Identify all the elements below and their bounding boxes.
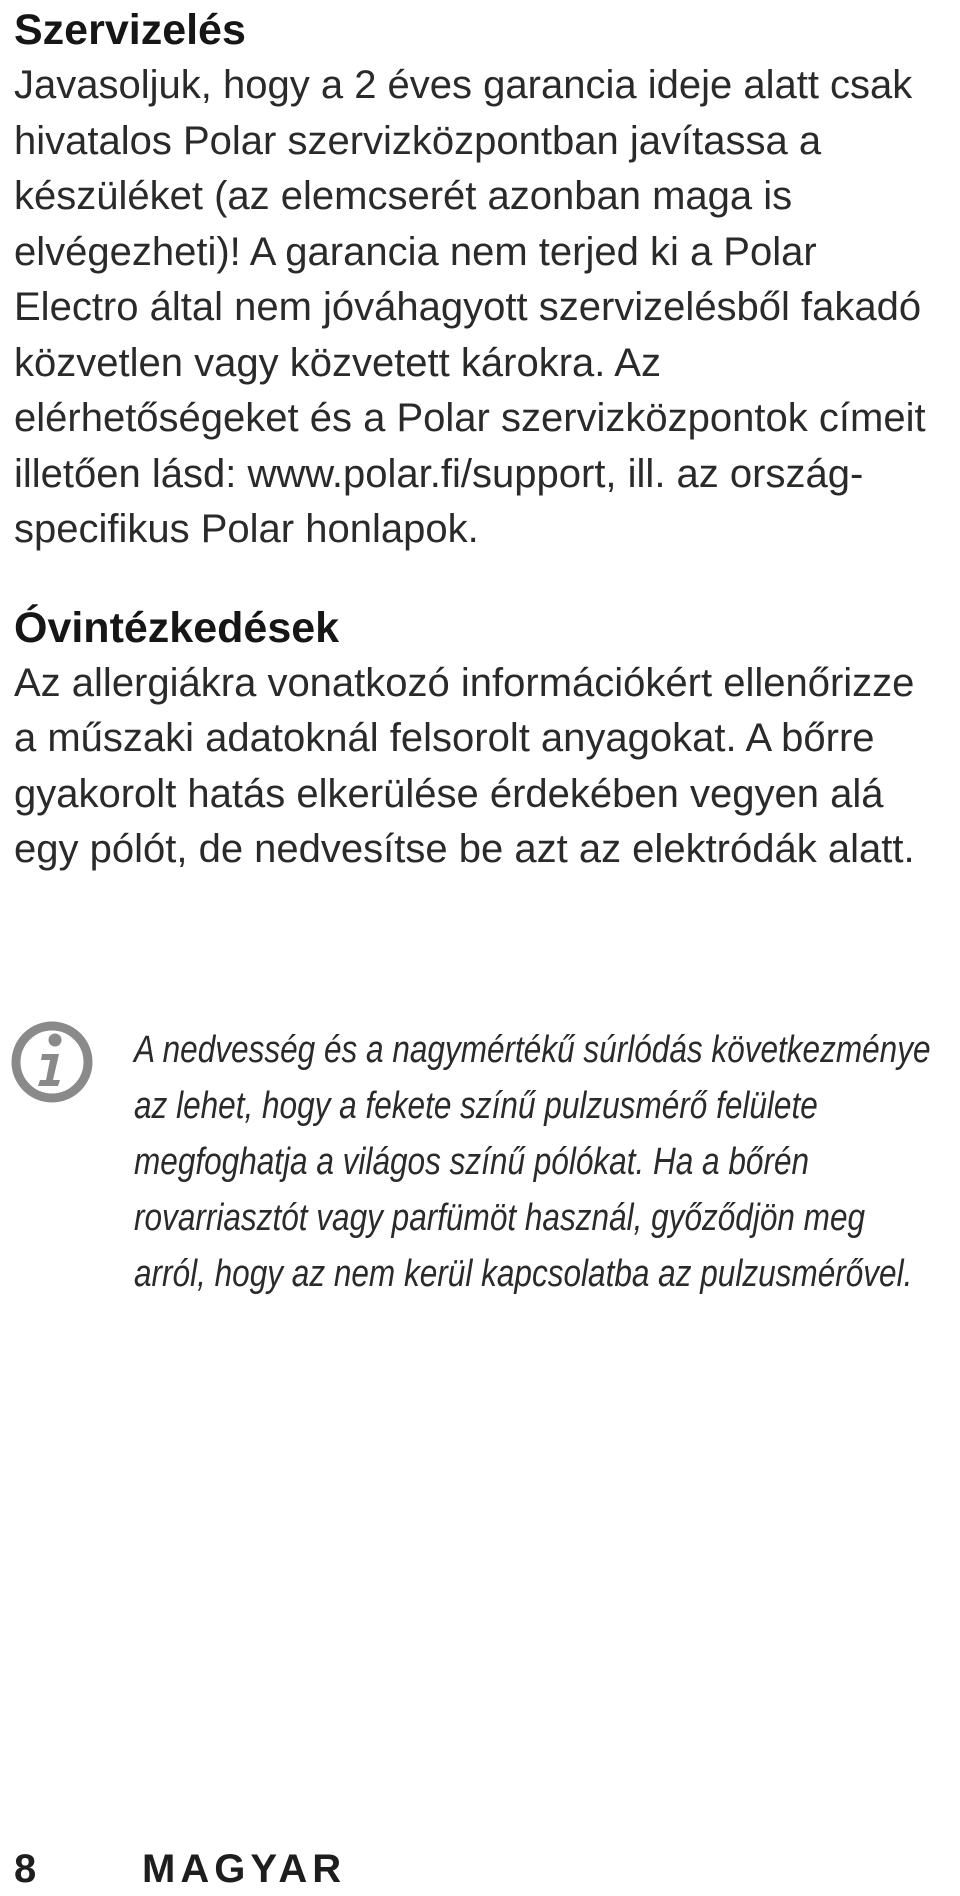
note-text: A nedvesség és a nagymértékű súrlódás következménye az lehet, hogy a fekete színű pulzusmérő felülete megfoghatja a világos színű pólókat. Ha a bőrén rovarriasztót vagy parfümöt használ, győződjön meg arról, hogy az nem kerül kapcsolatba az pulzusmérővel. — [134, 1029, 931, 1295]
section-precautions — [14, 600, 946, 878]
section-body: Az allergiákra vonatkozó információkért ellenőrizze a műszaki adatoknál felsorolt anyagokat. A bőrre gyakorolt hatás elkerülése érdekében vegyen alá egy pólót, de nedvesítse be azt az elektródák alatt. — [14, 660, 915, 871]
section-heading: Óvintézkedések — [14, 603, 340, 652]
section-servicing — [14, 2, 946, 558]
page-number: 8 — [14, 1847, 37, 1891]
language-label: MAGYAR — [142, 1847, 347, 1891]
section-heading: Szervizelés — [14, 6, 246, 54]
section-body: Javasoljuk, hogy a 2 éves garancia ideje alatt csak hivatalos Polar szervizközpontban javítassa a készüléket (az elemcserét azonban maga is elvégezheti)! A garancia nem terjed ki a Polar Electro által nem jóváhagyott szervizelésből fakadó közvetlen vagy közvetett károkra. Az elérhetőségeket és a Polar szervizközpontok címeit illetően lásd: www.polar.fi/support, ill. az ország-specifikus Polar honlapok. — [14, 63, 926, 551]
info-icon — [8, 1018, 96, 1106]
